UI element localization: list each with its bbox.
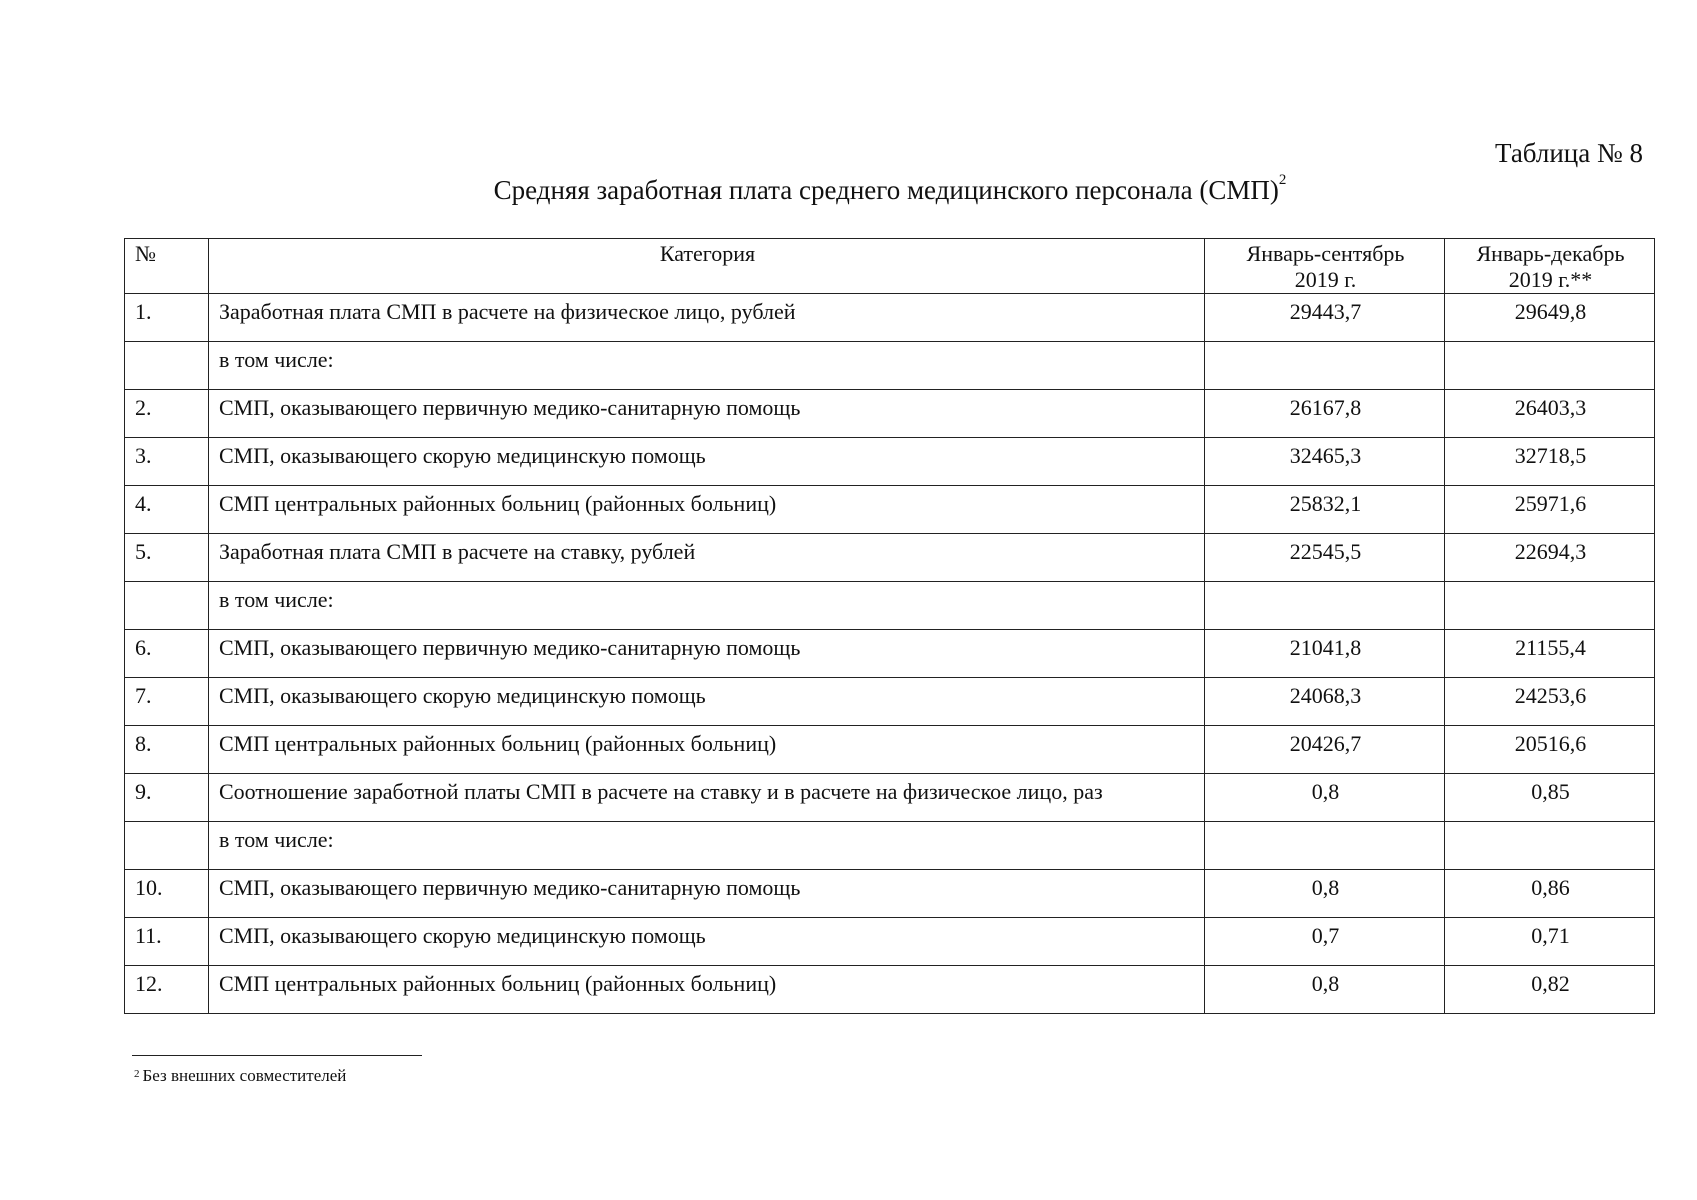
row-category: СМП центральных районных больниц (районных больниц) xyxy=(209,966,1205,1014)
row-value-jan-sep: 25832,1 xyxy=(1205,486,1445,534)
row-number: 11. xyxy=(125,918,209,966)
row-category: Заработная плата СМП в расчете на ставку, рублей xyxy=(209,534,1205,582)
footnote-mark: 2 xyxy=(134,1068,140,1080)
footnote xyxy=(134,1066,346,1086)
row-value-jan-dec: 29649,8 xyxy=(1445,294,1655,342)
header-period2-line2: 2019 г.** xyxy=(1508,267,1593,292)
row-number: 3. xyxy=(125,438,209,486)
row-value-jan-dec: 0,85 xyxy=(1445,774,1655,822)
salary-table xyxy=(124,238,1655,1014)
header-period2-line1: Январь-декабрь xyxy=(1476,241,1625,266)
header-category: Категория xyxy=(209,239,1205,294)
row-value-jan-sep: 0,8 xyxy=(1205,966,1445,1014)
document-title xyxy=(0,172,1697,205)
row-category: СМП центральных районных больниц (районных больниц) xyxy=(209,726,1205,774)
row-number: 9. xyxy=(125,774,209,822)
row-number xyxy=(125,342,209,390)
header-period1-line1: Январь-сентябрь xyxy=(1246,241,1405,266)
header-period1 xyxy=(1205,239,1445,294)
table-row xyxy=(125,438,1655,486)
row-number: 8. xyxy=(125,726,209,774)
row-number xyxy=(125,822,209,870)
row-value-jan-dec: 32718,5 xyxy=(1445,438,1655,486)
row-category: СМП, оказывающего первичную медико-санитарную помощь xyxy=(209,630,1205,678)
row-value-jan-sep: 20426,7 xyxy=(1205,726,1445,774)
header-number: № xyxy=(125,239,209,294)
row-number xyxy=(125,582,209,630)
row-value-jan-sep: 26167,8 xyxy=(1205,390,1445,438)
row-value-jan-dec xyxy=(1445,822,1655,870)
row-value-jan-dec: 20516,6 xyxy=(1445,726,1655,774)
row-value-jan-sep: 21041,8 xyxy=(1205,630,1445,678)
row-value-jan-sep: 24068,3 xyxy=(1205,678,1445,726)
header-period2 xyxy=(1445,239,1655,294)
table-row xyxy=(125,294,1655,342)
table-header-row xyxy=(125,239,1655,294)
row-value-jan-dec: 24253,6 xyxy=(1445,678,1655,726)
row-category: СМП, оказывающего скорую медицинскую помощь xyxy=(209,918,1205,966)
row-number: 5. xyxy=(125,534,209,582)
row-category: Соотношение заработной платы СМП в расчете на ставку и в расчете на физическое лицо, раз xyxy=(209,774,1205,822)
row-value-jan-dec: 25971,6 xyxy=(1445,486,1655,534)
row-category: в том числе: xyxy=(209,582,1205,630)
row-value-jan-sep: 32465,3 xyxy=(1205,438,1445,486)
table-row xyxy=(125,678,1655,726)
row-value-jan-sep: 22545,5 xyxy=(1205,534,1445,582)
table-row xyxy=(125,390,1655,438)
row-value-jan-sep: 29443,7 xyxy=(1205,294,1445,342)
row-number: 1. xyxy=(125,294,209,342)
row-value-jan-dec: 0,86 xyxy=(1445,870,1655,918)
row-number: 2. xyxy=(125,390,209,438)
table-number-label: Таблица № 8 xyxy=(1495,138,1643,168)
row-number: 7. xyxy=(125,678,209,726)
row-category: в том числе: xyxy=(209,822,1205,870)
row-value-jan-dec xyxy=(1445,582,1655,630)
table-body xyxy=(125,294,1655,1014)
table-row xyxy=(125,774,1655,822)
row-value-jan-dec xyxy=(1445,342,1655,390)
row-value-jan-sep xyxy=(1205,822,1445,870)
row-value-jan-sep xyxy=(1205,342,1445,390)
row-value-jan-dec: 22694,3 xyxy=(1445,534,1655,582)
table-row xyxy=(125,534,1655,582)
footnote-divider xyxy=(132,1055,422,1056)
row-category: СМП, оказывающего первичную медико-санитарную помощь xyxy=(209,870,1205,918)
row-category: Заработная плата СМП в расчете на физическое лицо, рублей xyxy=(209,294,1205,342)
table-row xyxy=(125,918,1655,966)
row-category: СМП центральных районных больниц (районных больниц) xyxy=(209,486,1205,534)
footnote-text: Без внешних совместителей xyxy=(142,1066,347,1085)
row-value-jan-dec: 0,82 xyxy=(1445,966,1655,1014)
row-value-jan-dec: 26403,3 xyxy=(1445,390,1655,438)
table-row xyxy=(125,822,1655,870)
row-number: 4. xyxy=(125,486,209,534)
row-value-jan-dec: 0,71 xyxy=(1445,918,1655,966)
row-value-jan-dec: 21155,4 xyxy=(1445,630,1655,678)
row-value-jan-sep: 0,7 xyxy=(1205,918,1445,966)
table-row xyxy=(125,582,1655,630)
row-value-jan-sep: 0,8 xyxy=(1205,774,1445,822)
document-title-text: Средняя заработная плата среднего медицинского персонала (СМП) xyxy=(493,175,1279,205)
row-number: 12. xyxy=(125,966,209,1014)
header-period1-line2: 2019 г. xyxy=(1294,267,1357,292)
row-value-jan-sep: 0,8 xyxy=(1205,870,1445,918)
row-category: в том числе: xyxy=(209,342,1205,390)
table-row xyxy=(125,726,1655,774)
table-row xyxy=(125,630,1655,678)
table-row xyxy=(125,342,1655,390)
row-number: 6. xyxy=(125,630,209,678)
title-footnote-mark: 2 xyxy=(1278,172,1287,188)
table-row xyxy=(125,870,1655,918)
table-row xyxy=(125,966,1655,1014)
row-value-jan-sep xyxy=(1205,582,1445,630)
table-row xyxy=(125,486,1655,534)
row-category: СМП, оказывающего первичную медико-санитарную помощь xyxy=(209,390,1205,438)
row-category: СМП, оказывающего скорую медицинскую помощь xyxy=(209,678,1205,726)
row-category: СМП, оказывающего скорую медицинскую помощь xyxy=(209,438,1205,486)
row-number: 10. xyxy=(125,870,209,918)
